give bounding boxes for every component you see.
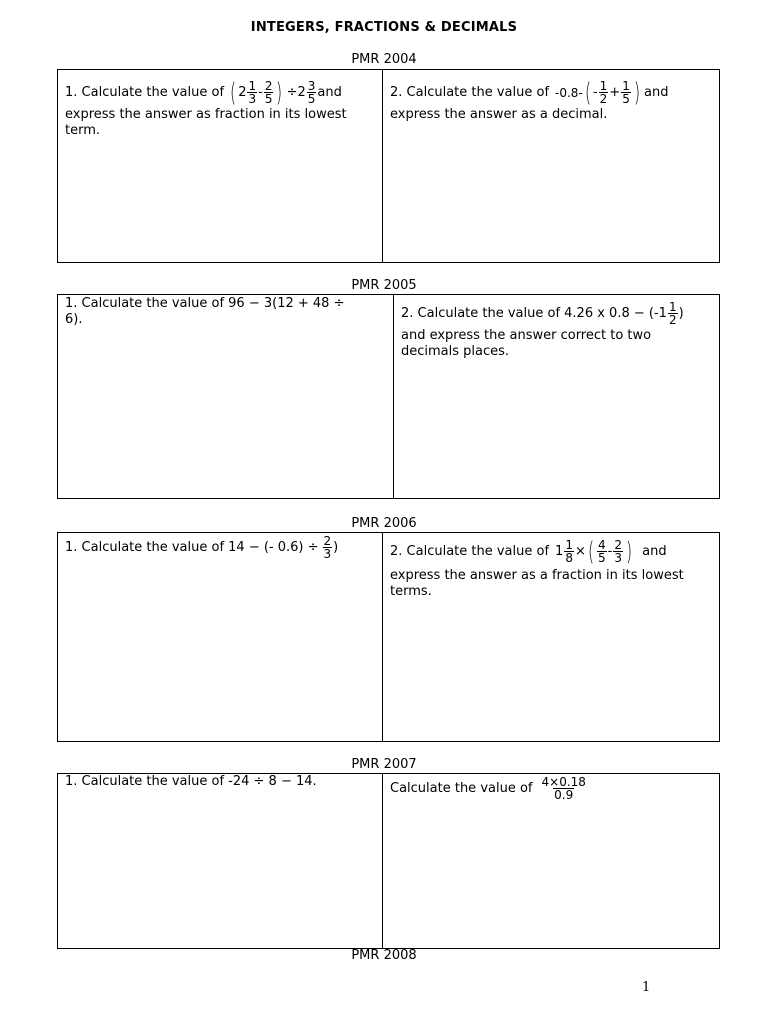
question-box-2005 xyxy=(57,294,720,499)
fraction: $\frac{1}{2}$ xyxy=(599,79,608,106)
question-box-2004 xyxy=(57,69,720,263)
fraction: $\frac{2}{3}$ xyxy=(323,534,332,561)
fraction: $\frac{3}{5}$ xyxy=(307,79,316,106)
question-cell-right xyxy=(382,70,719,262)
section-year-2007: PMR 2007 xyxy=(351,757,417,772)
question-cell-right xyxy=(382,533,719,741)
question-cell-right xyxy=(382,774,719,948)
fraction: $\frac{1}{8}$ xyxy=(565,538,573,565)
section-year-2004: PMR 2004 xyxy=(351,52,417,67)
question-2: 2. Calculate the value of 1 $\frac{1}{8}$ × ( $\frac{4}{5}$ - $\frac{2}{3}$ ) and express the answer as a fraction in its lowest terms. xyxy=(390,536,684,599)
question-box-2006 xyxy=(57,532,720,742)
fraction: $\frac{2}{3}$ xyxy=(614,538,622,565)
question-1: 1. Calculate the value of 14 − (- 0.6) ÷ $\frac{2}{3}$ ) xyxy=(65,534,339,561)
fraction: $\frac{1}{3}$ xyxy=(248,79,257,106)
fraction: $\frac{1}{5}$ xyxy=(622,79,630,106)
question-1-line1: 1. Calculate the value of ( 2 $\frac{1}{3}$ - $\frac{2}{5}$ ) ÷2 $\frac{3}{5}$ and xyxy=(65,77,342,108)
question-1: 1. Calculate the value of 96 − 3(12 + 48 ÷ 6). xyxy=(65,296,345,327)
question-cell-right xyxy=(393,295,719,498)
question-cell-left xyxy=(58,70,385,262)
question-1: 1. Calculate the value of -24 ÷ 8 − 14. xyxy=(65,774,317,789)
question-2: 2. Calculate the value of -0.8- ( - $\frac{1}{2}$ + $\frac{1}{5}$ ) and express the answer as a decimal. xyxy=(390,77,669,122)
page-number: 1 xyxy=(642,980,651,995)
document-title: INTEGERS, FRACTIONS & DECIMALS xyxy=(250,20,518,35)
section-year-2006: PMR 2006 xyxy=(351,516,417,531)
question-2: 2. Calculate the value of 4.26 x 0.8 − (-1 $\frac{1}{2}$ ) and express the answer correct to two decimals places. xyxy=(401,300,684,359)
question-cell-left xyxy=(58,295,396,498)
fraction: $\frac{2}{5}$ xyxy=(264,79,273,106)
question-2: Calculate the value of $\frac{4\times 0.18}{0.9}$ xyxy=(390,775,586,802)
fraction: $\frac{1}{2}$ xyxy=(668,300,677,327)
question-box-2007 xyxy=(57,773,720,949)
section-year-2005: PMR 2005 xyxy=(351,278,417,293)
fraction: $\frac{4\times 0.18}{0.9}$ xyxy=(541,775,586,802)
question-cell-left xyxy=(58,533,385,741)
section-year-2008: PMR 2008 xyxy=(351,948,417,963)
fraction: $\frac{4}{5}$ xyxy=(598,538,606,565)
question-cell-left xyxy=(58,774,385,948)
question-1: 1. Calculate the value of ( 2 $\frac{1}{3}$ - $\frac{2}{5}$ ) ÷2 $\frac{3}{5}$ and express the answer as fraction in its lowest term. xyxy=(65,77,347,138)
question-2-line1: 2. Calculate the value of -0.8- ( - $\frac{1}{2}$ + $\frac{1}{5}$ ) and xyxy=(390,77,669,108)
